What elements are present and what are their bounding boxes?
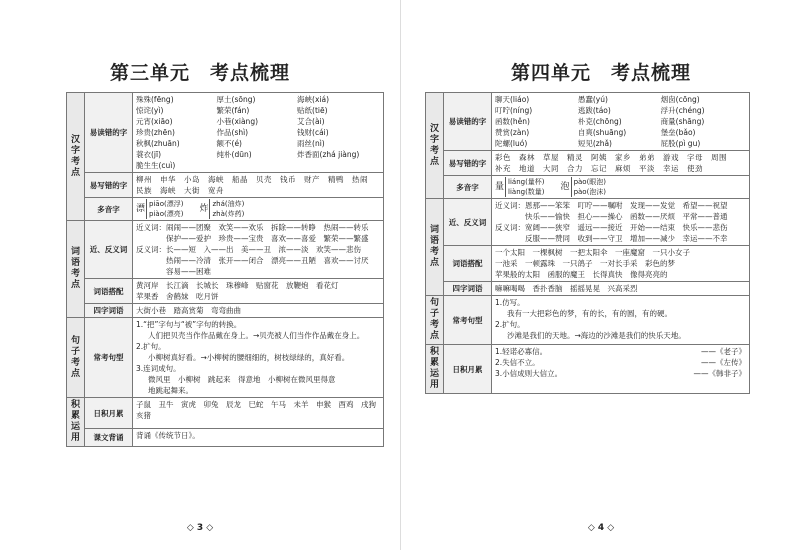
yixie-row: 彩色 森林 草屋 精灵 阿姨 家乡 弟弟 游戏 字母 周围 [495, 153, 727, 162]
word-item: 愚蠢(yú) [577, 95, 608, 104]
kewen-text: 背诵《传统节日》。 [133, 429, 384, 447]
word-item: 陀螺(luó) [495, 139, 528, 148]
quote-text: 1.轻诺必寡信。 [495, 347, 548, 356]
dapei-line: 苹果般的太阳 函服的魔王 长得真快 像得亮亮的 [495, 270, 668, 279]
yidu-list [133, 93, 384, 173]
polyphone-char: 泡 [560, 181, 570, 192]
word-item: 艾合(ài) [297, 117, 325, 126]
changkao-line: 3.连词成句。 [136, 364, 181, 373]
dapei-list [492, 246, 750, 282]
word-item: 额不(é) [216, 139, 242, 148]
quote-line [495, 357, 746, 368]
word-item: 惊诧(yì) [136, 106, 164, 115]
jinfan-line: 热闹——冷清 张开——闭合 漂亮——丑陋 喜欢——讨厌 [136, 256, 369, 265]
dapei-list [133, 279, 384, 304]
quote-text: 2.失信不立。 [495, 358, 540, 367]
quote-line [495, 368, 746, 379]
word-item: 赞赏(zàn) [495, 128, 530, 137]
duoyin-list [492, 176, 750, 199]
changkao-line: 2.扩句。 [136, 342, 166, 351]
page-number: ◇ 3 ◇ [186, 523, 214, 533]
label-duoyin: 多音字 [444, 176, 492, 199]
word-item: 珍贵(zhēn) [136, 128, 175, 137]
word-item: 海峡(xiá) [297, 95, 330, 104]
page-title: 第四单元 考点梳理 [510, 62, 691, 84]
word-item: 堡垒(bǎo) [660, 128, 696, 137]
dapei-line: 黄河岸 长江滴 长城长 珠穆峰 贴窗花 放鞭炮 看花灯 [136, 281, 339, 290]
quote-text: 3.小信成则大信立。 [495, 369, 563, 378]
word-item: 繁荣(fán) [216, 106, 250, 115]
jinfan-line: 保护——爱护 珍贵——宝贵 喜欢——喜爱 繁荣——繁盛 [136, 234, 369, 243]
word-item: 脆生生(cuì) [136, 161, 176, 170]
quote-source: ——《老子》 [701, 347, 746, 356]
label-rijilei: 日积月累 [444, 345, 492, 394]
changkao-line: 地跳起舞来。 [148, 386, 193, 395]
right-page [400, 0, 800, 550]
changkao-line: 我有一大把彩色的梦，有的长，有的圆，有的硬。 [507, 309, 672, 318]
label-rijilei: 日积月累 [85, 398, 133, 429]
section-juzi: 句子考点 [67, 318, 85, 398]
polyphone-reading: liàng(数量) [508, 188, 545, 196]
rijilei-text: 子鼠 丑牛 寅虎 卯兔 辰龙 巳蛇 午马 未羊 申猴 酉鸡 戌狗 亥猪 [133, 398, 384, 429]
word-item: 蓑衣(jī) [136, 150, 162, 159]
rijilei-list [492, 345, 750, 394]
jinfan-line: 近义词：恩那——笨笨 叮咛——嘱咐 发现——发觉 希望——祝望 [495, 201, 728, 210]
word-item: 逃跋(táo) [577, 106, 611, 115]
word-item: 商量(shāng) [660, 117, 705, 126]
dapei-line: 苹果香 舍鹤妹 吃月饼 [136, 292, 219, 301]
duoyin-list [133, 198, 384, 221]
sizi-text: 大街小巷 踏高赏菊 弯弯曲曲 [133, 304, 384, 318]
word-item: 殊殊(fēng) [136, 95, 174, 104]
changkao-line: 小柳树真好看。→小柳树的腰细细的，树枝绿绿的，真好看。 [148, 353, 350, 362]
polyphone-reading: liáng(量杯) [508, 178, 545, 186]
section-ciyu: 词语考点 [67, 221, 85, 318]
yidu-list [492, 93, 750, 151]
polyphone-reading: piào(漂亮) [149, 210, 184, 218]
changkao-line: 1.“把”字句与“被”字句的转换。 [136, 320, 242, 329]
yixie-list [492, 151, 750, 176]
word-item: 叮咛(níng) [495, 106, 533, 115]
label-yixie: 易写错的字 [444, 151, 492, 176]
quote-source: ——《左传》 [701, 358, 746, 367]
changkao-list [133, 318, 384, 398]
sizi-text: 嘛嘛喝喝 香扑香脑 摇摇晃晃 兴高采烈 [492, 282, 750, 296]
section-jilei: 积累运用 [67, 398, 85, 447]
word-item: 函数(hěn) [495, 117, 530, 126]
changkao-line: 2.扩句。 [495, 320, 525, 329]
jinfan-line: 反义词：宽阔——狭窄 遥远——接近 开始——结束 快乐——悲伤 [495, 223, 728, 232]
section-hanzi: 汉字考点 [426, 93, 444, 199]
label-yidu: 易读错的字 [85, 93, 133, 173]
label-changkao: 常考句型 [444, 296, 492, 345]
word-item: 贴纸(tiē) [297, 106, 328, 115]
jinfan-line: 容易——困难 [136, 267, 211, 276]
dapei-line: 一池采 一顿露珠 一只鸽子 一对长手采 彩色的梦 [495, 259, 675, 268]
word-item: 秋枫(zhuān) [136, 139, 180, 148]
polyphone-reading: zhá(油炸) [212, 200, 245, 208]
word-item: 聊天(liáo) [495, 95, 530, 104]
polyphone-reading: piāo(漂浮) [149, 200, 184, 208]
label-dapei: 词语搭配 [444, 246, 492, 282]
polyphone-char: 漂 [136, 203, 146, 214]
label-yidu: 易读错的字 [444, 93, 492, 151]
label-yixie: 易写错的字 [85, 173, 133, 198]
jinfan-list [492, 199, 750, 246]
word-item: 元宵(xiāo) [136, 117, 173, 126]
jinfan-line: 反服——赞同 收到——守卫 增加——减少 幸运——不幸 [495, 234, 728, 243]
jinfan-line: 快乐——愉快 担心——操心 函数——厌烦 平常——普通 [495, 212, 728, 221]
yixie-row: 民族 海峡 大街 宽舟 [136, 186, 224, 195]
section-ciyu: 词语考点 [426, 199, 444, 296]
page-number: ◇ 4 ◇ [587, 523, 615, 533]
changkao-line: 沙滩是我们的天地。→海边的沙滩是我们的快乐天地。 [507, 331, 686, 340]
changkao-line: 1.仿写。 [495, 298, 525, 307]
quote-line [495, 346, 746, 357]
word-item: 炸香面(zhá jiàng) [297, 150, 360, 159]
label-jinfan: 近、反义词 [444, 199, 492, 246]
label-jinfan: 近、反义词 [85, 221, 133, 279]
label-changkao: 常考句型 [85, 318, 133, 398]
polyphone-reading: zhà(炸药) [212, 210, 245, 218]
changkao-line: 微风里 小柳树 跳起来 得意地 小柳树在微风里得意 [148, 375, 336, 384]
section-hanzi: 汉字考点 [67, 93, 85, 221]
word-item: 作品(shì) [216, 128, 249, 137]
word-item: 纯朴(dūn) [216, 150, 252, 159]
word-item: 朴克(chōng) [577, 117, 622, 126]
word-item: 自爽(shuāng) [577, 128, 627, 137]
jinfan-line: 近义词：闹闹——团聚 欢笑——欢乐 拆除——转睁 热闹——转乐 [136, 223, 369, 232]
changkao-line: 人们把贝壳当作作品戴在身上。→贝壳被人们当作作品戴在身上。 [148, 331, 365, 340]
polyphone-reading: pào(泡沫) [573, 188, 607, 196]
label-sizi: 四字词语 [85, 304, 133, 318]
word-item: 钱财(cái) [297, 128, 329, 137]
quote-source: ——《韩非子》 [693, 369, 746, 378]
label-kewen: 课文背诵 [85, 429, 133, 447]
polyphone-reading: pào(眼泡) [573, 178, 607, 186]
label-dapei: 词语搭配 [85, 279, 133, 304]
dapei-line: 一个太阳 一棵枫树 一把太阳伞 一座魔窟 一只小女子 [495, 248, 690, 257]
word-item: 雨丝(nì) [297, 139, 325, 148]
jinfan-list [133, 221, 384, 279]
word-item: 短见(zhǎ) [577, 139, 612, 148]
word-item: 小巷(xiàng) [216, 117, 258, 126]
label-duoyin: 多音字 [85, 198, 133, 221]
review-table [425, 92, 750, 394]
changkao-list [492, 296, 750, 345]
section-juzi: 句子考点 [426, 296, 444, 345]
jinfan-line: 反义词：长——短 入——出 美——丑 浓——淡 欢笑——悲伤 [136, 245, 361, 254]
word-item: 烟囱(cōng) [660, 95, 700, 104]
word-item: 厚土(sōng) [216, 95, 256, 104]
yixie-row: 柳州 申华 小岛 海峡 船晶 贝壳 钱币 财产 精鸭 热闹 [136, 175, 368, 184]
yixie-list [133, 173, 384, 198]
word-item: 浮升(chéng) [660, 106, 705, 115]
section-jilei: 积累运用 [426, 345, 444, 394]
polyphone-char: 炸 [199, 203, 209, 214]
word-item: 屁股(pì gu) [660, 139, 701, 148]
polyphone-char: 量 [495, 181, 505, 192]
label-sizi: 四字词语 [444, 282, 492, 296]
yixie-row: 补充 地道 大同 合力 忘记 麻烦 平淡 幸运 使劲 [495, 164, 703, 173]
review-table [66, 92, 384, 447]
page-title: 第三单元 考点梳理 [109, 62, 290, 84]
